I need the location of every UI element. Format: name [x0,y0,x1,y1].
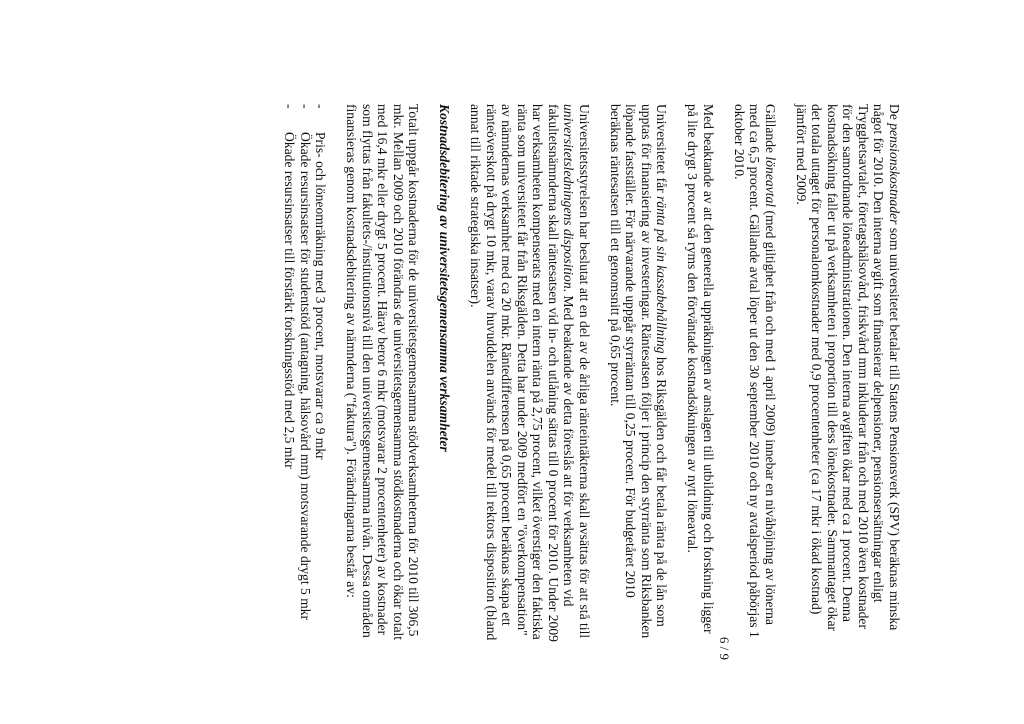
paragraph-pensionskostnader: De pensionskostnader som universitetet betalar till Statens Pensionsverk (SPV) beräknas minska något för 2010. Den interna avgift som finansierar delpensioner, pensionsersättningar enligt Trygghetsavtalet, företagshälsovård, friskvård mm inkluderar från och med 2010 även kostnader för den samordnande löneadministrationen. Den interna avgiften ökar med ca 1 procent. Denna kostnadsökning faller ut på verksamheten i proportion till dess lönekostnader. Sammantaget ökar det totala uttaget för personalomkostnader med 0,9 procentenheter (ca 17 mkr i ökad kostnad) jämfört med 2009. [794,104,902,632]
paragraph-uppräkning: Med beaktande av att den generella uppräkningen av anslagen till utbildning och forskning ligger på lite drygt 3 procent så ryms den förväntade kostnadsökningen av nytt löneavtal. [685,104,716,634]
paragraph-ranta: Universitetet får ränta på sin kassabehållning hos Riksgälden och får betala ränta på de lån som upptas för finansiering av investeringar. Räntesatsen följer i princip den styrränta som Riksbanken löpande fastställer. För närvarande uppgår styrräntan till 0,25 procent. För budgetåret 2010 beräknas räntesatsen till ett genomsnitt på 0,65 procent. [608,104,670,639]
body-text [282,104,902,644]
bullet-marker: - [282,104,298,109]
paragraph-kostnader: Totalt uppgår kostnaderna för de universitetsgemensamma stödverksamheterna för 2010 till 306,5 mkr. Mellan 2009 och 2010 förändras de universitetsgemensamma stödkostnaderna och ökar totalt med 16,4 mkr eller drygt 5 procent. Härav beror 6 mkr (motsvarar 2 procentenheter) av kostnader som flyttas från fakultets-/institutionsnivå till den universitetsgemensamma nivån. Dessa områden finansieras genom kostnadsdebitering av nämnderna ("fakturа"). Förändringarna består av: [344,104,422,641]
list-item: - Ökade resursinsatser till förstärkt forskningsstöd med 2,5 mkr [282,104,298,469]
bullet-marker: - [313,104,329,109]
bullet-marker: - [298,104,313,109]
list-item: - Ökade resursinsatser för studentstöd (antagning, hälsovård mm) motsvarande drygt 5 mkr [298,104,313,621]
paragraph-loneavtal: Gällande löneavtal (med giltighet från och med 1 april 2009) innebar en nivåhöjning av lönerna med ca 6,5 procent. Gällande avtal löper ut den 30 september 2010 och ny avtalsperiod påbörjas 1 oktober 2010. [732,104,778,638]
section-heading: Kostnadsdebitering av universitetsgemensamma verksamheter [437,104,453,452]
list-item: - Pris- och löneomräkning med 3 procent, motsvarar ca 9 mkr [313,104,329,460]
change-list [282,104,329,644]
rotated-page-content [92,22,932,702]
page-number: 6 / 9 [717,636,732,660]
paragraph-universitetsstyrelsen: Universitetsstyrelsen har beslutat att en del av de årliga ränteintäkterna skall avsättas för att stå till universitetsledningens disposition. Med beaktande av detta föreslås att för verksamheten vid fakultetsnämnderna skall räntesatsen vid in- och utlåning sättas till 0 procent för 2010. Under 2009 har verksamheten kompenserats med en intern ränta på 2,75 procent, vilket överstiger den faktiska ränta som universitetet får från Riksgälden. Detta har under 2009 medfört en "överkompensation" av nämndernas verksamhet med ca 20 mkr. Räntedifferensen på 0,65 procent beräknas skapa ett ränteöverskott på drygt 10 mkr, varav huvuddelen används för medel till rektors disposition (bland annat till riktade strategiska insatser). [468,104,592,642]
